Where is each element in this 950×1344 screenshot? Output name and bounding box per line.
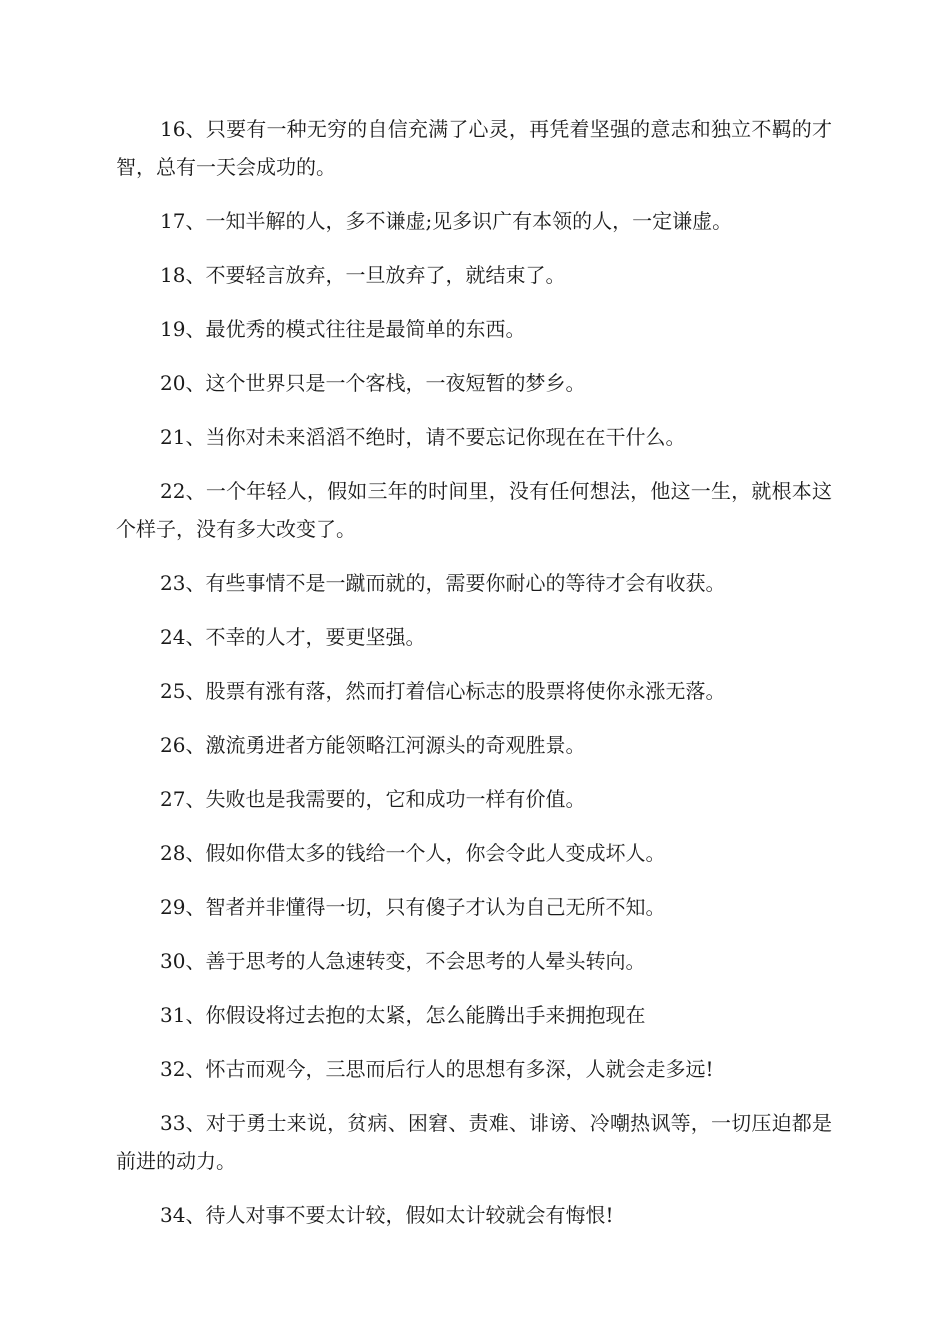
quote-paragraph: 27、失败也是我需要的，它和成功一样有价值。 xyxy=(160,787,586,811)
quote-paragraph: 30、善于思考的人急速转变，不会思考的人晕头转向。 xyxy=(160,949,646,973)
quote-paragraph: 26、激流勇进者方能领略江河源头的奇观胜景。 xyxy=(160,733,586,757)
quote-paragraph: 34、待人对事不要太计较，假如太计较就会有悔恨! xyxy=(160,1203,614,1227)
quote-paragraph: 32、怀古而观今，三思而后行人的思想有多深，人就会走多远! xyxy=(160,1057,714,1081)
quote-paragraph: 19、最优秀的模式往往是最简单的东西。 xyxy=(160,317,526,341)
quote-paragraph: 17、一知半解的人，多不谦虚;见多识广有本领的人，一定谦虚。 xyxy=(160,209,733,233)
quote-paragraph: 20、这个世界只是一个客栈，一夜短暂的梦乡。 xyxy=(160,371,586,395)
quote-paragraph: 16、只要有一种无穷的自信充满了心灵，再凭着坚强的意志和独立不羁的才智，总有一天会成功的。 xyxy=(116,117,832,179)
quote-paragraph: 24、不幸的人才，要更坚强。 xyxy=(160,625,426,649)
quote-paragraph: 22、一个年轻人，假如三年的时间里，没有任何想法，他这一生，就根本这个样子，没有多大改变了。 xyxy=(116,479,832,541)
quote-paragraph: 23、有些事情不是一蹴而就的，需要你耐心的等待才会有收获。 xyxy=(160,571,726,595)
quote-list xyxy=(116,110,832,1250)
quote-paragraph: 28、假如你借太多的钱给一个人，你会令此人变成坏人。 xyxy=(160,841,666,865)
quote-paragraph: 31、你假设将过去抱的太紧，怎么能腾出手来拥抱现在 xyxy=(160,1003,646,1027)
quote-paragraph: 18、不要轻言放弃，一旦放弃了，就结束了。 xyxy=(160,263,566,287)
quote-paragraph: 33、对于勇士来说，贫病、困窘、责难、诽谤、冷嘲热讽等，一切压迫都是前进的动力。 xyxy=(116,1111,832,1173)
quote-paragraph: 25、股票有涨有落，然而打着信心标志的股票将使你永涨无落。 xyxy=(160,679,726,703)
quote-paragraph: 29、智者并非懂得一切，只有傻子才认为自己无所不知。 xyxy=(160,895,666,919)
quote-paragraph: 21、当你对未来滔滔不绝时，请不要忘记你现在在干什么。 xyxy=(160,425,686,449)
